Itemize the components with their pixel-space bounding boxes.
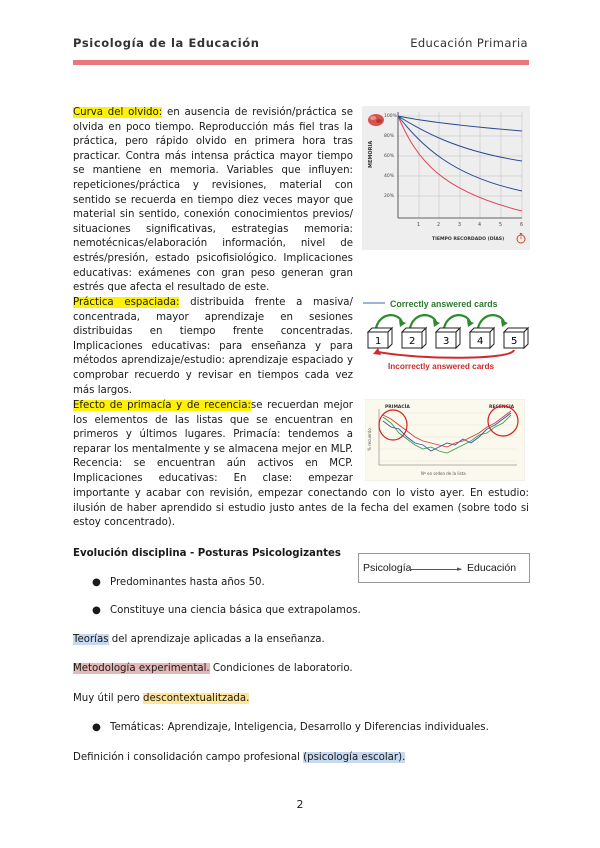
serial-xlabel: Nº en orden de la lista: [421, 471, 466, 476]
correct-arrow: [410, 315, 436, 328]
forgetting-curve-figure: [362, 106, 530, 250]
header-rule: [73, 60, 529, 65]
term-practica-espaciada: Práctica espaciada:: [73, 297, 180, 308]
section-practica-espaciada: [73, 296, 353, 398]
header-course: Educación Primaria: [410, 36, 528, 50]
util-text: Muy útil pero: [73, 693, 144, 704]
forgetting-xtick: 3: [458, 223, 462, 228]
util-highlight: descontextualitzada.: [143, 693, 250, 704]
forgetting-ytick: 80%: [384, 134, 395, 139]
card-box-5: [504, 328, 528, 348]
forgetting-ytick: 20%: [384, 194, 395, 199]
flow-arrow-line: [411, 569, 461, 570]
card-box-label: 1: [375, 336, 382, 347]
incorrect-arrow: [378, 350, 514, 358]
metodologia-text: Condiciones de laboratorio.: [209, 663, 353, 674]
card-box-1: [368, 328, 392, 348]
forgetting-xtick: 4: [478, 223, 482, 228]
section-evolucion-title: Evolución disciplina - Posturas Psicologizantes: [73, 548, 341, 559]
card-box-label: 3: [443, 336, 450, 347]
section-curva-olvido: [73, 106, 353, 296]
line-definicion: [73, 751, 405, 766]
text-primacia-recencia: se recuerdan mejor los elementos de las listas que se encuentran en primeros y últimos lugares. Primacía: tendemos a reparar los mentalmente y se almacena mejor en MLP. Recencia: se encuentran aún activos en MCP. Implicaciones educativas: En clase: empezar: [73, 400, 353, 484]
serial-ylabel: % recuerdo: [367, 428, 372, 451]
bullet-dot-icon: ●: [92, 722, 101, 733]
flow-to: Educación: [467, 562, 517, 574]
page-number: 2: [296, 798, 304, 811]
header-subject: Psicología de la Educación: [73, 36, 260, 50]
card-box-4: [470, 328, 494, 348]
correct-arrow: [376, 315, 402, 328]
bullet-item: Predominantes hasta años 50.: [110, 577, 265, 588]
bullet-item: Constituye una ciencia básica que extrapolamos.: [110, 605, 361, 616]
definicion-text: Definición i consolidación campo profesional: [73, 752, 304, 763]
section-primacia-recencia: [73, 399, 353, 487]
definicion-highlight: (psicología escolar).: [303, 752, 406, 763]
forgetting-xtick: 1: [417, 223, 421, 228]
brain-icon: [368, 114, 384, 126]
forgetting-xtick: 5: [499, 223, 503, 228]
forgetting-ytick: 100%: [384, 114, 397, 119]
card-box-label: 2: [409, 336, 416, 347]
text-curva-olvido: en ausencia de revisión/práctica se olvida en poco tiempo. Reproducción más fiel tras la práctica, pero rápido olvido en primera hora tras practicar. Contra más intensa práctica mayor tiempo se mantiene en memoria. Variables que influyen: repeticiones/práctica y revisiones, material con sentido se recuerda en tiempo diez veces mayor que material sin sentido, conexión conocimientos previos/ situaciones significativas, estrategias memoria: nemotécnicas/elaboración información, nivel de estrés/presión, estado psicofisiológico. Implicaciones educativas: exámenes con gran peso generan gran estrés que afecta el resultado de este.: [73, 107, 353, 294]
forgetting-xlabel: TIEMPO RECORDADO (DÍAS): [432, 237, 505, 242]
forgetting-xtick: 6: [520, 223, 524, 228]
serial-position-figure: [365, 399, 525, 481]
bullet-item: Temáticas: Aprendizaje, Inteligencia, Desarrollo y Diferencias individuales.: [110, 722, 489, 733]
recency-label: RECENCIA: [489, 405, 515, 410]
correct-arrow: [478, 315, 504, 328]
metodologia-highlight: Metodología experimental.: [73, 663, 210, 674]
flow-diagram: [358, 553, 530, 583]
primacy-label: PRIMACÍA: [385, 405, 410, 410]
forgetting-ytick: 40%: [384, 174, 395, 179]
forgetting-ylabel: MEMORIA: [368, 140, 374, 168]
term-primacia-recencia: Efecto de primacía y de recencia:: [73, 400, 251, 411]
card-box-label: 5: [511, 336, 518, 347]
forgetting-xtick: 2: [437, 223, 441, 228]
section-primacia-recencia-cont: importante y acabar con revisión, empezar conectando con lo visto ayer. En estudio: ilusión de haber aprendido si estudio justo antes de la fecha del examen (sobre todo si estoy concentrado).: [73, 488, 529, 529]
card-box-3: [436, 328, 460, 348]
card-box-label: 4: [477, 336, 484, 347]
teorias-highlight: Teorías: [73, 634, 109, 645]
card-box-2: [402, 328, 426, 348]
cards-bottom-label: Incorrectly answered cards: [388, 362, 495, 371]
correct-arrow: [444, 315, 470, 328]
teorias-text: del aprendizaje aplicadas a la enseñanza.: [108, 634, 325, 645]
flow-from: Psicología: [363, 562, 412, 574]
bullet-dot-icon: ●: [92, 577, 101, 588]
spaced-repetition-figure: [362, 296, 530, 374]
term-curva-olvido: Curva del olvido:: [73, 107, 163, 118]
line-teorias: [73, 633, 325, 648]
line-metodologia: [73, 662, 353, 677]
line-util: [73, 692, 249, 707]
cards-top-label: Correctly answered cards: [390, 299, 498, 309]
text-practica-espaciada: distribuida frente a masiva/ concentrada, mayor aprendizaje en sesiones distribuidas en tiempo frente concentradas. Implicaciones educativas: para enseñanza y para métodos aprendizaje/estudio: aprendizaje espaciado y comprobar recuerdo y revisar en tiempos cada vez más largos.: [73, 297, 353, 396]
forgetting-ytick: 60%: [384, 154, 395, 159]
flow-arrow-icon: ►: [457, 565, 463, 573]
bullet-dot-icon: ●: [92, 605, 101, 616]
